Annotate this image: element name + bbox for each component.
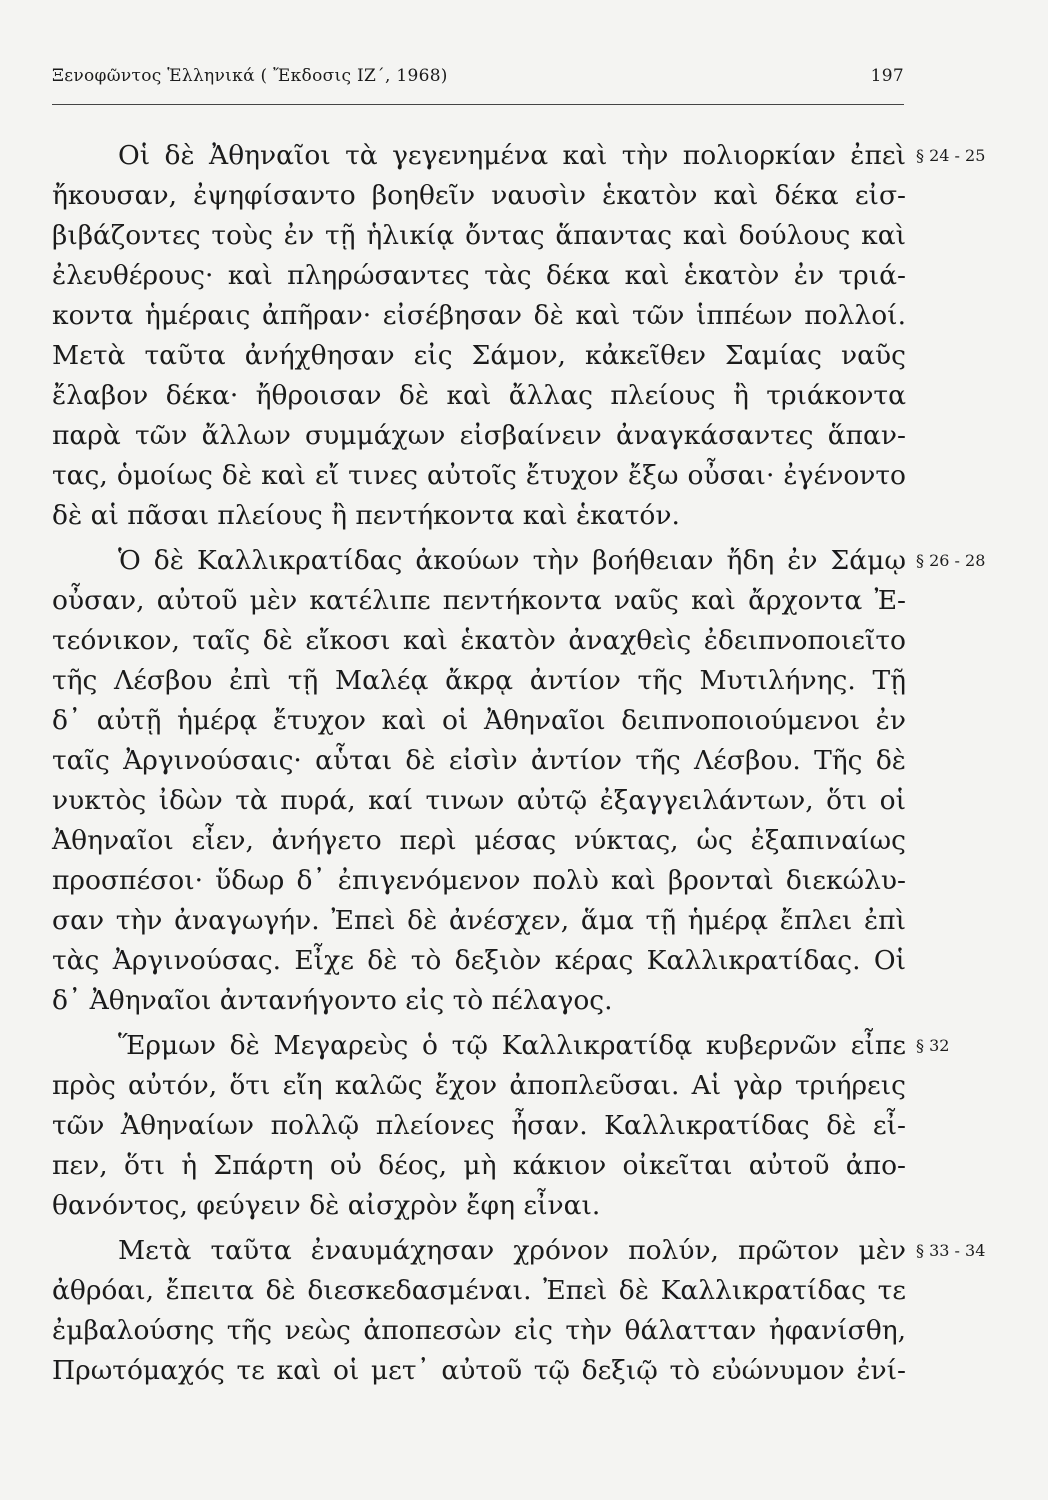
text-line: ἔλαβον δέκα· ἤθροισαν δὲ καὶ ἄλλας πλείους ἢ τριάκοντα <box>52 380 906 411</box>
text-line: Ὁ δὲ Καλλικρατίδας ἀκούων τὴν βοήθειαν ἤδη ἐν Σάμῳ <box>118 545 906 576</box>
text-line: θανόντος, φεύγειν δὲ αἰσχρὸν ἔφη εἶναι. <box>52 1190 601 1221</box>
text-line: Ἀθηναῖοι εἶεν, ἀνήγετο περὶ μέσας νύκτας, ὡς ἐξαπιναίως <box>52 825 906 856</box>
text-line: ἐλευθέρους· καὶ πληρώσαντες τὰς δέκα καὶ ἑκατὸν ἐν τριά- <box>52 260 906 291</box>
text-line: Μετὰ ταῦτα ἀνήχθησαν εἰς Σάμον, κἀκεῖθεν Σαμίας ναῦς <box>52 340 906 371</box>
text-line: δ᾽ Ἀθηναῖοι ἀντανήγοντο εἰς τὸ πέλαγος. <box>52 985 613 1016</box>
section-ref: § 26 - 28 <box>916 551 986 570</box>
text-line: οὖσαν, αὐτοῦ μὲν κατέλιπε πεντήκοντα ναῦς καὶ ἄρχοντα Ἐ- <box>52 585 906 616</box>
text-line: Πρωτόμαχός τε καὶ οἱ μετ᾽ αὐτοῦ τῷ δεξιῷ τὸ εὐώνυμον ἐνί- <box>52 1355 906 1386</box>
text-line: νυκτὸς ἰδὼν τὰ πυρά, καί τινων αὐτῷ ἐξαγγειλάντων, ὅτι οἱ <box>52 785 906 816</box>
text-line: παρὰ τῶν ἄλλων συμμάχων εἰσβαίνειν ἀναγκάσαντες ἅπαν- <box>52 420 906 451</box>
text-line: προσπέσοι· ὕδωρ δ᾽ ἐπιγενόμενον πολὺ καὶ βρονταὶ διεκώλυ- <box>52 865 906 896</box>
text-line: Οἱ δὲ Ἀθηναῖοι τὰ γεγενημένα καὶ τὴν πολιορκίαν ἐπεὶ <box>118 140 906 171</box>
text-line: δὲ αἱ πᾶσαι πλείους ἢ πεντήκοντα καὶ ἑκατόν. <box>52 500 680 531</box>
text-line: πρὸς αὐτόν, ὅτι εἴη καλῶς ἔχον ἀποπλεῦσαι. Αἱ γὰρ τριήρεις <box>52 1070 906 1101</box>
page-number: 197 <box>870 66 904 86</box>
text-line: Ἕρμων δὲ Μεγαρεὺς ὁ τῷ Καλλικρατίδᾳ κυβερνῶν εἶπε <box>118 1030 906 1061</box>
text-line: τεόνικον, ταῖς δὲ εἴκοσι καὶ ἑκατὸν ἀναχθεὶς ἐδειπνοποιεῖτο <box>52 625 906 656</box>
text-line: ἀθρόαι, ἔπειτα δὲ διεσκεδασμέναι. Ἐπεὶ δὲ Καλλικρατίδας τε <box>52 1275 906 1306</box>
text-line: τὰς Ἀργινούσας. Εἶχε δὲ τὸ δεξιὸν κέρας Καλλικρατίδας. Οἱ <box>52 945 906 976</box>
text-line: ἐμβαλούσης τῆς νεὼς ἀποπεσὼν εἰς τὴν θάλατταν ἠφανίσθη, <box>52 1315 906 1346</box>
text-line: τῶν Ἀθηναίων πολλῷ πλείονες ἦσαν. Καλλικρατίδας δὲ εἶ- <box>52 1110 906 1141</box>
text-line: τῆς Λέσβου ἐπὶ τῇ Μαλέᾳ ἄκρᾳ ἀντίον τῆς Μυτιλήνης. Τῇ <box>52 665 906 696</box>
text-line: ταῖς Ἀργινούσαις· αὗται δὲ εἰσὶν ἀντίον τῆς Λέσβου. Τῆς δὲ <box>52 745 906 776</box>
text-line: ἤκουσαν, ἐψηφίσαντο βοηθεῖν ναυσὶν ἑκατὸν καὶ δέκα εἰσ- <box>52 180 906 211</box>
text-line: τας, ὁμοίως δὲ καὶ εἴ τινες αὐτοῖς ἔτυχον ἔξω οὖσαι· ἐγένοντο <box>52 460 906 491</box>
section-ref: § 33 - 34 <box>916 1241 986 1260</box>
running-header <box>52 66 904 86</box>
text-line: κοντα ἡμέραις ἀπῆραν· εἰσέβησαν δὲ καὶ τῶν ἱππέων πολλοί. <box>52 300 906 331</box>
running-title: Ξενοφῶντος Ἑλληνικά ( Ἔκδοσις ΙΖ΄, 1968) <box>52 66 448 86</box>
text-line: βιβάζοντες τοὺς ἐν τῇ ἡλικίᾳ ὄντας ἅπαντας καὶ δούλους καὶ <box>52 220 906 251</box>
section-ref: § 32 <box>916 1036 950 1055</box>
text-line: Μετὰ ταῦτα ἐναυμάχησαν χρόνον πολύν, πρῶτον μὲν <box>118 1235 906 1266</box>
text-line: πεν, ὅτι ἡ Σπάρτη οὐ δέος, μὴ κάκιον οἰκεῖται αὐτοῦ ἀπο- <box>52 1150 906 1181</box>
text-line: σαν τὴν ἀναγωγήν. Ἐπεὶ δὲ ἀνέσχεν, ἅμα τῇ ἡμέρᾳ ἔπλει ἐπὶ <box>52 905 906 936</box>
header-rule <box>52 104 904 105</box>
text-line: δ᾽ αὐτῇ ἡμέρᾳ ἔτυχον καὶ οἱ Ἀθηναῖοι δειπνοποιούμενοι ἐν <box>52 705 906 736</box>
section-ref: § 24 - 25 <box>916 146 986 165</box>
